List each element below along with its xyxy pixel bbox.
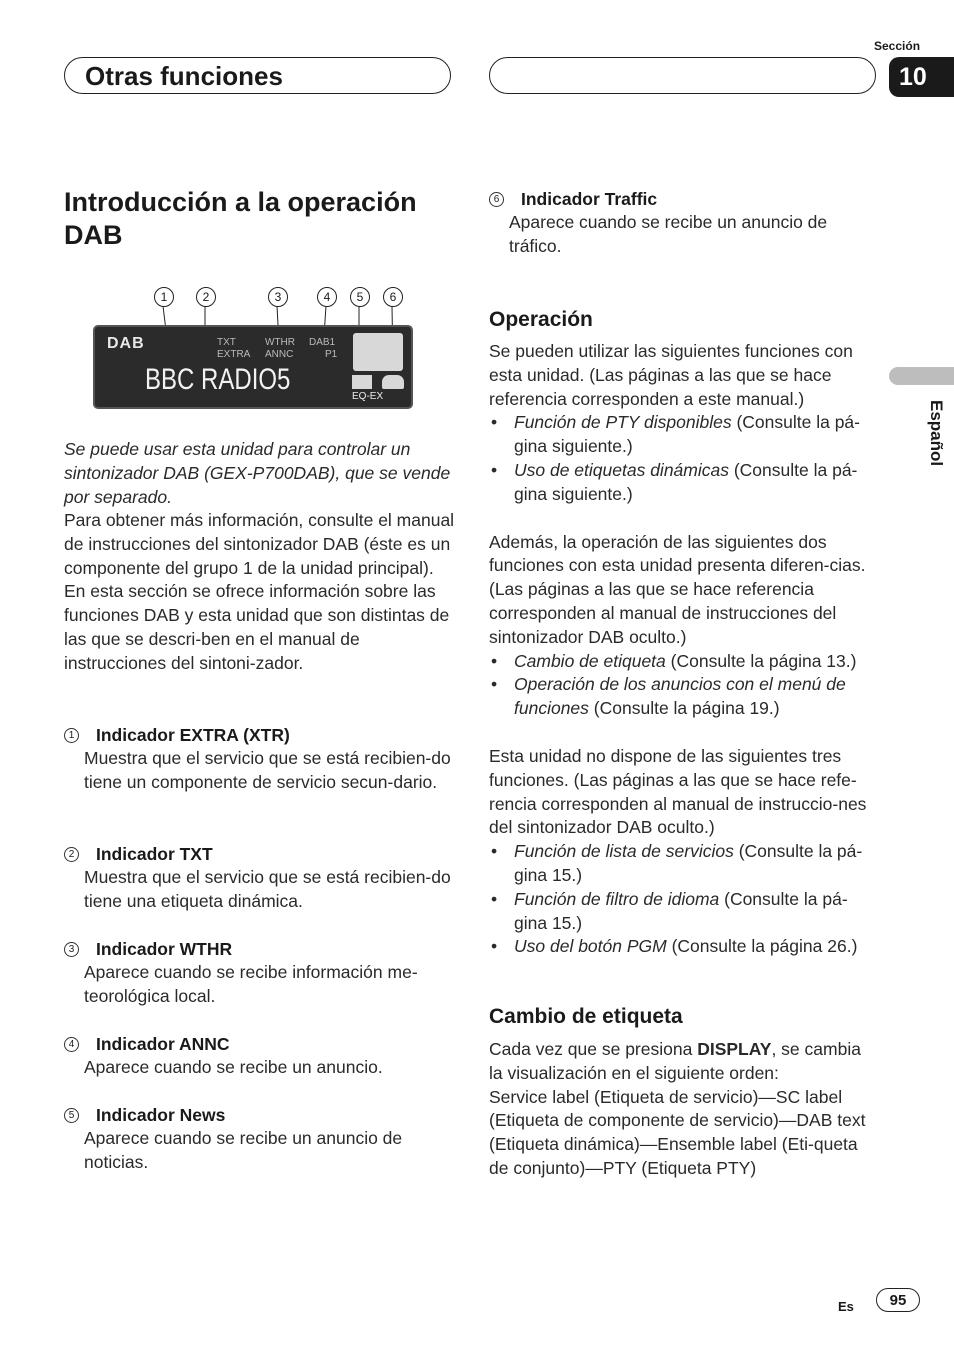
indicator-description: Muestra que el servicio que se está recibien-do tiene una etiqueta dinámica. xyxy=(84,867,451,911)
list-item: • Uso del botón PGM (Consulte la página 26.) xyxy=(489,935,879,959)
operacion-p3: Esta unidad no dispone de las siguientes tres funciones. (Las páginas a las que se hace refe-rencia corresponden al manual de instruccio-nes del sintonizador DAB oculto.) xyxy=(489,745,867,838)
section-number-badge: 10 xyxy=(889,57,954,97)
lcd-txt: TXT xyxy=(217,337,236,348)
different-functions-list xyxy=(489,650,879,721)
list-item: • Cambio de etiqueta (Consulte la página 13.) xyxy=(489,650,879,674)
indicator-description: Aparece cuando se recibe un anuncio de tráfico. xyxy=(509,212,828,256)
operacion-p2: Además, la operación de las siguientes dos funciones con esta unidad presenta diferen-cias. (Las páginas a las que se hace referencia corresponden al manual de instrucciones del sintonizador DAB oculto.) xyxy=(489,531,866,647)
indicator-description: Aparece cuando se recibe un anuncio de noticias. xyxy=(84,1128,403,1172)
indicator-description: Muestra que el servicio que se está recibien-do tiene un componente de servicio secun-dario. xyxy=(84,748,451,792)
intro-paragraph: Para obtener más información, consulte el manual de instrucciones del sintonizador DAB (éste es un componente del grupo 1 de la unidad principal). En esta sección se ofrece información sobre las funciones DAB y esta unidad que son distintas de las que se descri-ben en el manual de instrucciones del sintoni-zador. xyxy=(64,510,455,673)
callout-4: 4 xyxy=(317,287,337,307)
operacion-heading: Operación xyxy=(489,308,593,331)
indicator-description: Aparece cuando se recibe información me-teorológica local. xyxy=(84,962,418,1006)
lcd-signal-graphic xyxy=(353,333,403,371)
list-item: • Uso de etiquetas dinámicas (Consulte la pá-gina siguiente.) xyxy=(489,459,879,507)
cambio-section xyxy=(489,1038,879,1181)
operacion-p1: Se pueden utilizar las siguientes funciones con esta unidad. (Las páginas a las que se hace referencia corresponden a este manual.) xyxy=(489,341,853,409)
dab-display-illustration xyxy=(93,285,423,413)
callout-5: 5 xyxy=(350,287,370,307)
unavailable-functions-list xyxy=(489,840,879,959)
lcd-panel xyxy=(93,325,413,409)
callout-1: 1 xyxy=(154,287,174,307)
callout-2: 2 xyxy=(196,287,216,307)
indicator-number: 4 xyxy=(64,1037,79,1052)
indicator-title: Indicador EXTRA (XTR) xyxy=(96,725,290,745)
indicator-3 xyxy=(64,937,459,1009)
list-item: • Función de lista de servicios (Consulte la pá-gina 15.) xyxy=(489,840,879,888)
indicator-title: Indicador Traffic xyxy=(521,189,658,209)
indicator-number: 2 xyxy=(64,847,79,862)
intro-italic: Se puede usar esta unidad para controlar un sintonizador DAB (GEX-P700DAB), que se vende por separado. xyxy=(64,439,451,507)
indicator-1 xyxy=(64,723,459,795)
indicator-2 xyxy=(64,842,459,914)
callout-3: 3 xyxy=(268,287,288,307)
indicator-description: Aparece cuando se recibe un anuncio. xyxy=(84,1057,383,1077)
lcd-dab1: DAB1 xyxy=(309,337,336,348)
indicator-4 xyxy=(64,1032,459,1080)
indicator-5 xyxy=(64,1103,459,1175)
indicator-title: Indicador TXT xyxy=(96,844,213,864)
blank-title-pill xyxy=(489,57,876,94)
cambio-heading: Cambio de etiqueta xyxy=(489,1005,683,1028)
cambio-p1: Cada vez que se presiona DISPLAY, se cambia la visualización en el siguiente orden: xyxy=(489,1039,861,1083)
list-item: • Función de PTY disponibles (Consulte la pá-gina siguiente.) xyxy=(489,411,879,459)
lcd-annc: ANNC xyxy=(265,349,294,360)
section-label: Sección xyxy=(874,39,921,53)
callout-6: 6 xyxy=(383,287,403,307)
language-tab-marker xyxy=(889,367,954,385)
indicator-title: Indicador News xyxy=(96,1105,226,1125)
lcd-p1: P1 xyxy=(325,349,338,360)
chapter-title: Otras funciones xyxy=(85,61,283,91)
cambio-p2: Service label (Etiqueta de servicio)—SC label (Etiqueta de componente de servicio)—DAB text (Etiqueta dinámica)—Ensemble label (Eti-queta de conjunto)—PTY (Etiqueta PTY) xyxy=(489,1086,866,1178)
footer-language: Es xyxy=(838,1299,854,1314)
lcd-extra: EXTRA xyxy=(217,349,251,360)
lcd-station-name: BBC RADIO5 xyxy=(145,363,291,396)
indicator-number: 5 xyxy=(64,1108,79,1123)
traffic-car-icon xyxy=(382,375,404,389)
indicator-number: 1 xyxy=(64,728,79,743)
page-heading: Introducción a la operación DAB xyxy=(64,187,417,250)
lcd-band: DAB xyxy=(107,335,145,352)
display-button-label: DISPLAY xyxy=(697,1039,772,1059)
list-item: • Operación de los anuncios con el menú de funciones (Consulte la página 19.) xyxy=(489,673,879,721)
indicator-number: 6 xyxy=(489,192,504,207)
indicator-title: Indicador ANNC xyxy=(96,1034,230,1054)
lcd-eqex: EQ-EX xyxy=(352,391,384,402)
indicator-number: 3 xyxy=(64,942,79,957)
chapter-title-pill xyxy=(64,57,451,94)
news-icon xyxy=(352,375,372,389)
available-functions-list xyxy=(489,411,879,506)
lcd-wthr: WTHR xyxy=(265,337,295,348)
language-tab-label: Español xyxy=(927,400,946,467)
operacion-section xyxy=(489,340,879,959)
page-number: 95 xyxy=(876,1288,920,1312)
indicator-title: Indicador WTHR xyxy=(96,939,233,959)
list-item: • Función de filtro de idioma (Consulte la pá-gina 15.) xyxy=(489,888,879,936)
indicator-6 xyxy=(489,187,874,259)
